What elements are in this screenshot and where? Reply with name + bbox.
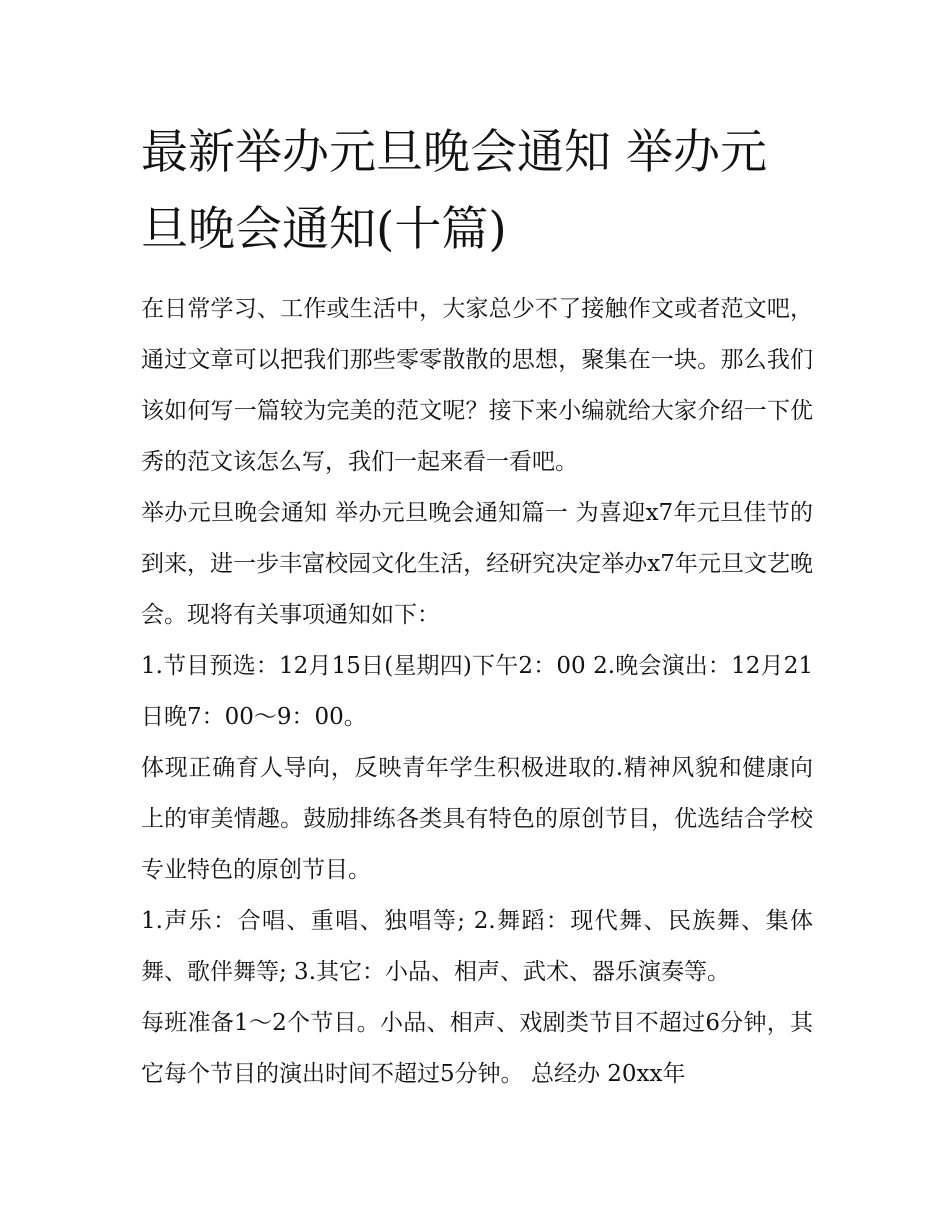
paragraph-program-rules: 每班准备1～2个节目。小品、相声、戏剧类节目不超过6分钟，其它每个节目的演出时间不超过5分钟。 总经办 20xx年 [141, 1010, 813, 1087]
paragraph-intro: 在日常学习、工作或生活中，大家总少不了接触作文或者范文吧，通过文章可以把我们那些零零散散的思想，聚集在一块。那么我们该如何写一篇较为完美的范文呢？接下来小编就给大家介绍一下优秀的范文该怎么写，我们一起来看一看吧。 [141, 296, 813, 475]
paragraph-notice-opening: 举办元旦晚会通知 举办元旦晚会通知篇一 为喜迎x7年元旦佳节的到来，进一步丰富校园文化生活，经研究决定举办x7年元旦文艺晚会。现将有关事项通知如下： [141, 500, 813, 628]
paragraph-requirements: 体现正确育人导向，反映青年学生积极进取的.精神风貌和健康向上的审美情趣。鼓励排练各类具有特色的原创节目，优选结合学校专业特色的原创节目。 [141, 755, 813, 883]
document-body [141, 114, 813, 1100]
paragraph-program-types: 1.声乐：合唱、重唱、独唱等; 2.舞蹈：现代舞、民族舞、集体舞、歌伴舞等; 3.其它：小品、相声、武术、器乐演奏等。 [141, 908, 813, 985]
document-title: 最新举办元旦晚会通知 举办元旦晚会通知(十篇) [141, 125, 767, 257]
paragraph-schedule: 1.节目预选：12月15日(星期四)下午2：00 2.晚会演出：12月21日晚7：00～9：00。 [141, 653, 813, 730]
